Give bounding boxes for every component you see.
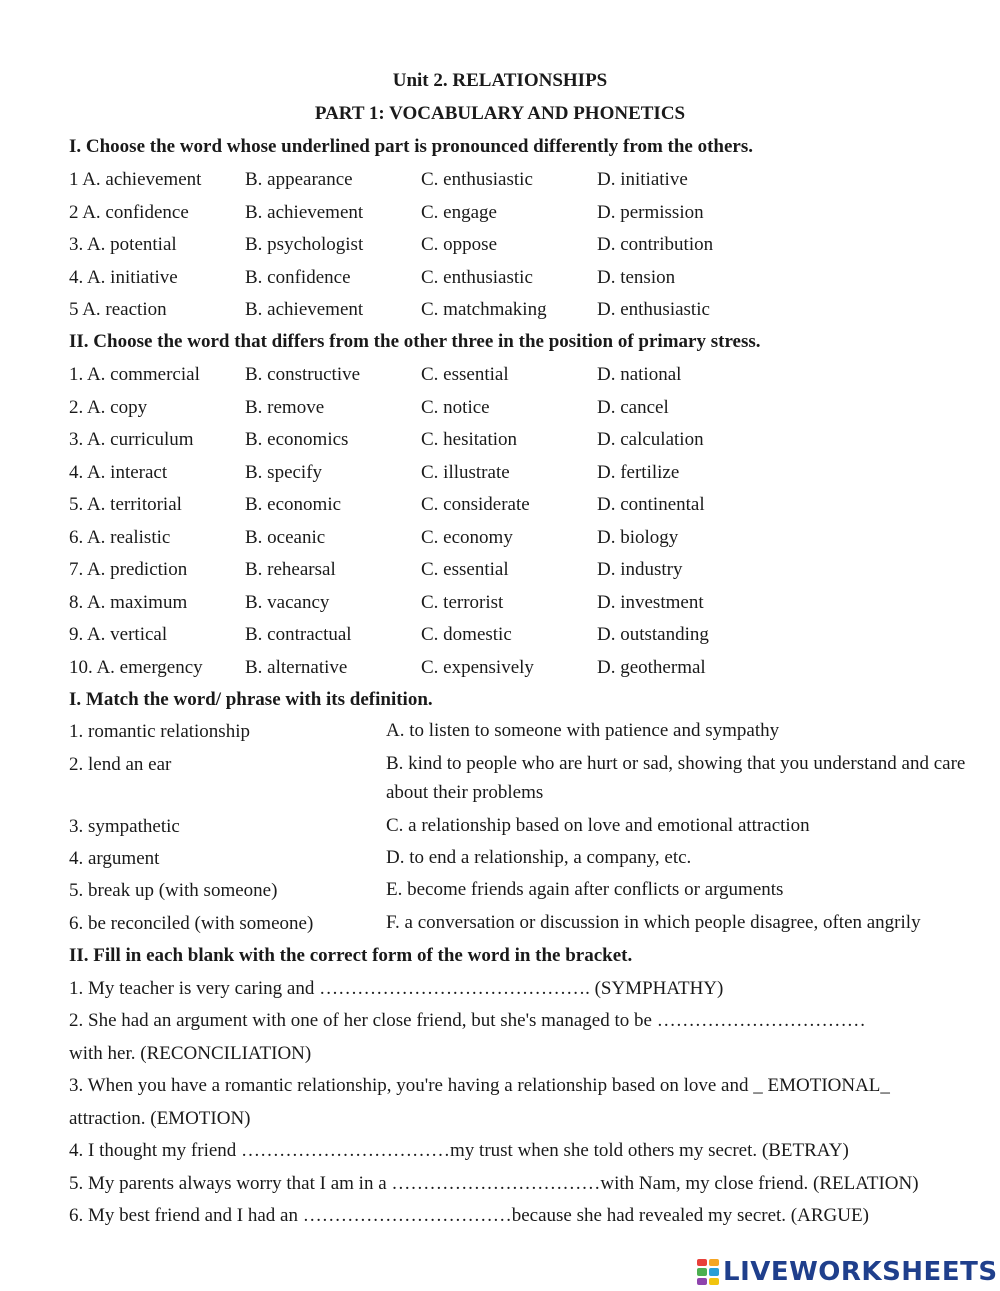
pron-option-b[interactable]: B. confidence [245,266,351,288]
stress-option-c[interactable]: C. economy [421,526,513,548]
logo-square [709,1268,719,1275]
logo-square [709,1278,719,1285]
stress-option-d[interactable]: D. industry [597,559,683,580]
stress-option-d[interactable]: D. outstanding [597,624,709,645]
stress-option-d[interactable]: D. fertilize [597,461,680,483]
stress-question-row [69,429,969,455]
logo-mark-icon [697,1259,719,1285]
pron-option-b[interactable]: B. appearance [245,169,353,190]
pron-option-c[interactable]: C. enthusiastic [421,169,533,190]
stress-option-a[interactable]: 10. A. emergency [69,656,203,678]
stress-question-row [69,592,969,618]
logo-square [697,1278,707,1285]
stress-question-row [69,462,969,488]
stress-heading: II. Choose the word that differs from the other three in the position of primary stress. [69,331,761,352]
pron-option-d[interactable]: D. enthusiastic [597,299,710,320]
stress-option-b[interactable]: B. contractual [245,624,352,645]
matching-definition: A. to listen to someone with patience and sympathy [386,720,780,741]
pron-option-c[interactable]: C. oppose [421,234,497,255]
pron-question-row [69,234,969,260]
part-title: PART 1: VOCABULARY AND PHONETICS [314,103,686,124]
stress-option-a[interactable]: 4. A. interact [69,461,168,483]
pron-option-d[interactable]: D. contribution [597,234,714,255]
stress-option-d[interactable]: D. investment [597,591,704,613]
stress-question-row [69,397,969,423]
pron-option-d[interactable]: D. tension [597,266,676,288]
stress-option-b[interactable]: B. economic [245,494,342,515]
stress-option-d[interactable]: D. national [597,364,682,385]
stress-option-b[interactable]: B. rehearsal [245,559,336,580]
matching-definition: C. a relationship based on love and emotional attraction [386,815,810,836]
stress-option-b[interactable]: B. specify [245,461,323,483]
matching-term: 2. lend an ear [69,754,172,775]
liveworksheets-logo [697,1254,998,1290]
pron-option-a[interactable]: 1 A. achievement [69,169,202,190]
matching-definition: E. become friends again after conflicts or arguments [386,879,784,900]
pron-option-d[interactable]: D. initiative [597,169,688,190]
word-form-line: 5. My parents always worry that I am in a ……………………………with Nam, my close friend. (RELATION) [69,1173,919,1194]
stress-option-c[interactable]: C. terrorist [421,591,504,613]
stress-option-a[interactable]: 5. A. territorial [69,494,182,515]
stress-question-row [69,559,969,585]
pron-option-c[interactable]: C. engage [421,201,497,223]
stress-question-row [69,624,969,650]
stress-option-b[interactable]: B. remove [245,396,325,418]
stress-option-b[interactable]: B. economics [245,429,349,450]
stress-option-a[interactable]: 8. A. maximum [69,591,188,613]
stress-option-c[interactable]: C. notice [421,396,490,418]
stress-option-b[interactable]: B. constructive [245,364,361,385]
stress-option-d[interactable]: D. cancel [597,396,669,418]
pron-option-a[interactable]: 2 A. confidence [69,201,189,223]
pron-question-row [69,169,969,195]
unit-title: Unit 2. RELATIONSHIPS [392,70,608,91]
stress-question-row [69,527,969,553]
stress-option-a[interactable]: 3. A. curriculum [69,429,194,450]
matching-definition: F. a conversation or discussion in which people disagree, often angrily [386,912,921,933]
word-form-line: attraction. (EMOTION) [69,1108,251,1129]
stress-option-c[interactable]: C. illustrate [421,461,510,483]
logo-square [709,1259,719,1266]
word-form-line: with her. (RECONCILIATION) [69,1043,312,1064]
stress-option-d[interactable]: D. biology [597,526,679,548]
logo-square [697,1259,707,1266]
stress-option-c[interactable]: C. essential [421,559,509,580]
stress-option-c[interactable]: C. expensively [421,656,534,678]
matching-term: 5. break up (with someone) [69,880,278,901]
word-form-line: 2. She had an argument with one of her close friend, but she's managed to be …………………………… [69,1010,866,1031]
matching-term: 3. sympathetic [69,816,180,837]
stress-option-d[interactable]: D. calculation [597,429,704,450]
matching-heading: I. Match the word/ phrase with its definition. [69,689,433,710]
pron-option-d[interactable]: D. permission [597,201,704,223]
logo-square [697,1268,707,1275]
pron-option-a[interactable]: 3. A. potential [69,234,177,255]
stress-option-d[interactable]: D. geothermal [597,656,706,678]
word-form-line: 4. I thought my friend ……………………………my trust when she told others my secret. (BETRAY) [69,1140,849,1161]
stress-option-c[interactable]: C. considerate [421,494,530,515]
matching-term: 6. be reconciled (with someone) [69,913,314,934]
matching-definition: B. kind to people who are hurt or sad, showing that you understand and care about their problems [386,753,966,803]
pronunciation-heading: I. Choose the word whose underlined part is pronounced differently from the others. [69,136,754,157]
pron-option-b[interactable]: B. achievement [245,201,364,223]
pron-option-a[interactable]: 5 A. reaction [69,299,167,320]
pron-option-b[interactable]: B. psychologist [245,234,364,255]
word-form-heading: II. Fill in each blank with the correct form of the word in the bracket. [69,945,633,966]
word-form-line: 3. When you have a romantic relationship, you're having a relationship based on love and _ EMOTIONAL_ [69,1075,890,1096]
pron-question-row [69,202,969,228]
pron-option-c[interactable]: C. enthusiastic [421,266,533,288]
word-form-line: 6. My best friend and I had an ……………………………because she had revealed my secret. (ARGUE) [69,1205,869,1226]
stress-option-a[interactable]: 2. A. copy [69,396,148,418]
stress-option-a[interactable]: 6. A. realistic [69,526,171,548]
matching-term: 1. romantic relationship [69,721,250,742]
stress-option-a[interactable]: 9. A. vertical [69,624,168,645]
stress-question-row [69,494,969,520]
matching-definition: D. to end a relationship, a company, etc. [386,847,692,868]
stress-question-row [69,364,969,390]
stress-option-c[interactable]: C. domestic [421,624,512,645]
pron-option-a[interactable]: 4. A. initiative [69,266,178,288]
pron-option-c[interactable]: C. matchmaking [421,299,547,320]
word-form-line: 1. My teacher is very caring and ……………………………………. (SYMPHATHY) [69,978,724,999]
pron-question-row [69,299,969,325]
stress-question-row [69,657,969,683]
stress-option-d[interactable]: D. continental [597,494,705,515]
stress-option-a[interactable]: 7. A. prediction [69,559,188,580]
stress-option-b[interactable]: B. vacancy [245,591,330,613]
pron-option-b[interactable]: B. achievement [245,299,364,320]
stress-option-c[interactable]: C. essential [421,364,509,385]
stress-option-a[interactable]: 1. A. commercial [69,364,200,385]
stress-option-b[interactable]: B. alternative [245,656,348,678]
pron-question-row [69,267,969,293]
logo-text: LIVEWORKSHEETS [723,1257,998,1287]
matching-term: 4. argument [69,848,160,869]
stress-option-b[interactable]: B. oceanic [245,526,326,548]
stress-option-c[interactable]: C. hesitation [421,429,518,450]
